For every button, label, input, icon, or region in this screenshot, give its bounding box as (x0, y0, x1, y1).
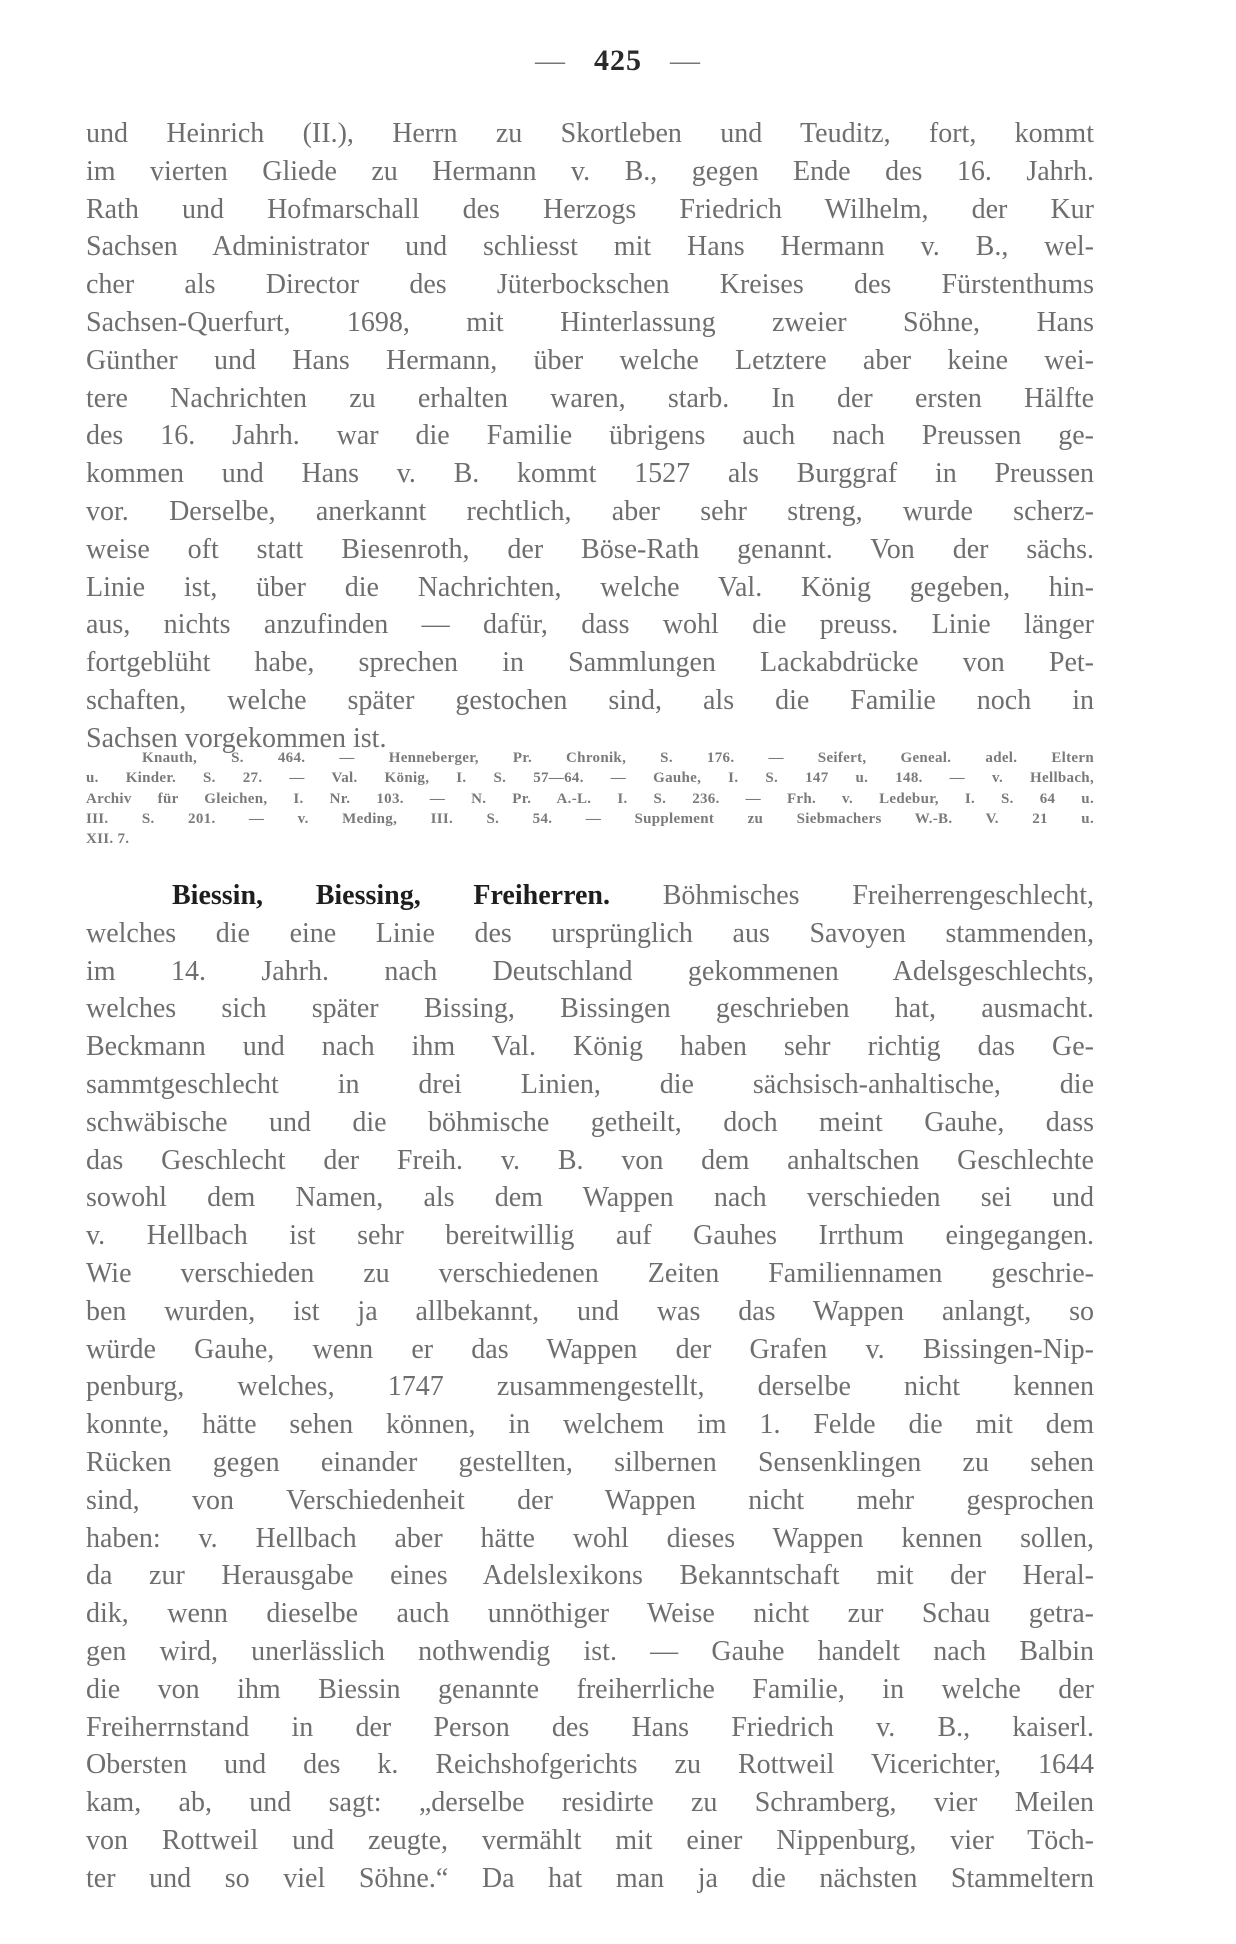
footnote-line: Knauth, S. 464. — Henneberger, Pr. Chronik, S. 176. — Seifert, Geneal. adel. Eltern (142, 750, 1094, 766)
text-line: fortgeblüht habe, sprechen in Sammlungen Lackabdrücke von Pet- (86, 647, 1094, 679)
footnote-line: Archiv für Gleichen, I. Nr. 103. — N. Pr. A.-L. I. S. 236. — Frh. v. Ledebur, I. S. 64 u. (86, 790, 1094, 807)
text-line: würde Gauhe, wenn er das Wappen der Grafen v. Bissingen-Nip- (86, 1333, 1094, 1365)
text-line: Linie ist, über die Nachrichten, welche Val. König gegeben, hin- (86, 571, 1094, 603)
text-line: weise oft statt Biesenroth, der Böse-Rath genannt. Von der sächs. (86, 533, 1094, 565)
entry-first-line (86, 877, 1094, 915)
text-line: penburg, welches, 1747 zusammengestellt, derselbe nicht kennen (86, 1371, 1094, 1403)
page-number-value: 425 (594, 44, 642, 77)
text-line: dik, wenn dieselbe auch unnöthiger Weise nicht zur Schau getra- (86, 1598, 1094, 1630)
text-line: welches die eine Linie des ursprünglich aus Savoyen stammenden, (86, 917, 1094, 949)
text-line: im vierten Gliede zu Hermann v. B., gegen Ende des 16. Jahrh. (86, 155, 1094, 187)
text-line: welches sich später Bissing, Bissingen geschrieben hat, ausmacht. (86, 993, 1094, 1025)
footnote-line: III. S. 201. — v. Meding, III. S. 54. — Supplement zu Siebmachers W.-B. V. 21 u. (86, 810, 1094, 827)
footnote-line: XII. 7. (86, 831, 130, 848)
text-line: ter und so viel Söhne.“ Da hat man ja die nächsten Stammeltern (86, 1862, 1094, 1894)
text-line: von Rottweil und zeugte, vermählt mit einer Nippenburg, vier Töch- (86, 1824, 1094, 1856)
text-line: Freiherrnstand in der Person des Hans Friedrich v. B., kaiserl. (86, 1711, 1094, 1743)
text-line: da zur Herausgabe eines Adelslexikons Bekanntschaft mit der Heral- (86, 1560, 1094, 1592)
text-line: gen wird, unerlässlich nothwendig ist. — Gauhe handelt nach Balbin (86, 1635, 1094, 1667)
text-line: haben: v. Hellbach aber hätte wohl dieses Wappen kennen sollen, (86, 1522, 1094, 1554)
text-line: Sachsen vorgekommen ist. (86, 722, 387, 754)
text-line: sammtgeschlecht in drei Linien, die sächsisch-anhaltische, die (86, 1068, 1094, 1100)
text-line: im 14. Jahrh. nach Deutschland gekommenen Adelsgeschlechts, (86, 955, 1094, 987)
text-line: und Heinrich (II.), Herrn zu Skortleben und Teuditz, fort, kommt (86, 118, 1094, 149)
text-line: schaften, welche später gestochen sind, als die Familie noch in (86, 684, 1094, 716)
footnote-line: u. Kinder. S. 27. — Val. König, I. S. 57—64. — Gauhe, I. S. 147 u. 148. — v. Hellbach, (86, 770, 1094, 787)
entry-first-line-text: Böhmisches Freiherrengeschlecht, (662, 880, 1094, 911)
entry-heading: Biessin, Biessing, Freiherren. (172, 880, 610, 911)
paragraph-1 (86, 115, 1094, 758)
text-line: schwäbische und die böhmische getheilt, doch meint Gauhe, dass (86, 1106, 1094, 1138)
text-line: sind, von Verschiedenheit der Wappen nicht mehr gesprochen (86, 1484, 1094, 1516)
footnote-references (86, 748, 1094, 849)
text-line: tere Nachrichten zu erhalten waren, starb. In der ersten Hälfte (86, 382, 1094, 414)
text-line: Rücken gegen einander gestellten, silbernen Sensenklingen zu sehen (86, 1446, 1094, 1478)
text-line: Rath und Hofmarschall des Herzogs Friedrich Wilhelm, der Kur (86, 193, 1094, 225)
text-line: v. Hellbach ist sehr bereitwillig auf Gauhes Irrthum eingegangen. (86, 1220, 1094, 1252)
text-line: des 16. Jahrh. war die Familie übrigens auch nach Preussen ge- (86, 420, 1094, 452)
text-line: kam, ab, und sagt: „derselbe residirte zu Schramberg, vier Meilen (86, 1787, 1094, 1819)
text-line: Günther und Hans Hermann, über welche Letztere aber keine wei- (86, 344, 1094, 376)
text-line: kommen und Hans v. B. kommt 1527 als Burggraf in Preussen (86, 458, 1094, 490)
text-line: Sachsen Administrator und schliesst mit Hans Hermann v. B., wel- (86, 231, 1094, 263)
text-line: vor. Derselbe, anerkannt rechtlich, aber sehr streng, wurde scherz- (86, 495, 1094, 527)
text-line: das Geschlecht der Freih. v. B. von dem anhaltschen Geschlechte (86, 1144, 1094, 1176)
text-line: konnte, hätte sehen können, in welchem im 1. Felde die mit dem (86, 1409, 1094, 1441)
text-line: cher als Director des Jüterbockschen Kreises des Fürstenthums (86, 269, 1094, 301)
text-line: die von ihm Biessin genannte freiherrliche Familie, in welche der (86, 1673, 1094, 1705)
text-line: aus, nichts anzufinden — dafür, dass wohl die preuss. Linie länger (86, 609, 1094, 641)
page-number (0, 44, 1236, 78)
page-number-dash-left: — (535, 44, 566, 77)
text-line: Beckmann und nach ihm Val. König haben sehr richtig das Ge- (86, 1031, 1094, 1063)
text-line: Sachsen-Querfurt, 1698, mit Hinterlassung zweier Söhne, Hans (86, 306, 1094, 338)
text-line: Wie verschieden zu verschiedenen Zeiten Familiennamen geschrie- (86, 1257, 1094, 1289)
text-line: Obersten und des k. Reichshofgerichts zu Rottweil Vicerichter, 1644 (86, 1749, 1094, 1781)
paragraph-2 (86, 877, 1094, 1898)
page-number-dash-right: — (670, 44, 701, 77)
text-line: ben wurden, ist ja allbekannt, und was das Wappen anlangt, so (86, 1295, 1094, 1327)
text-line: sowohl dem Namen, als dem Wappen nach verschieden sei und (86, 1182, 1094, 1214)
